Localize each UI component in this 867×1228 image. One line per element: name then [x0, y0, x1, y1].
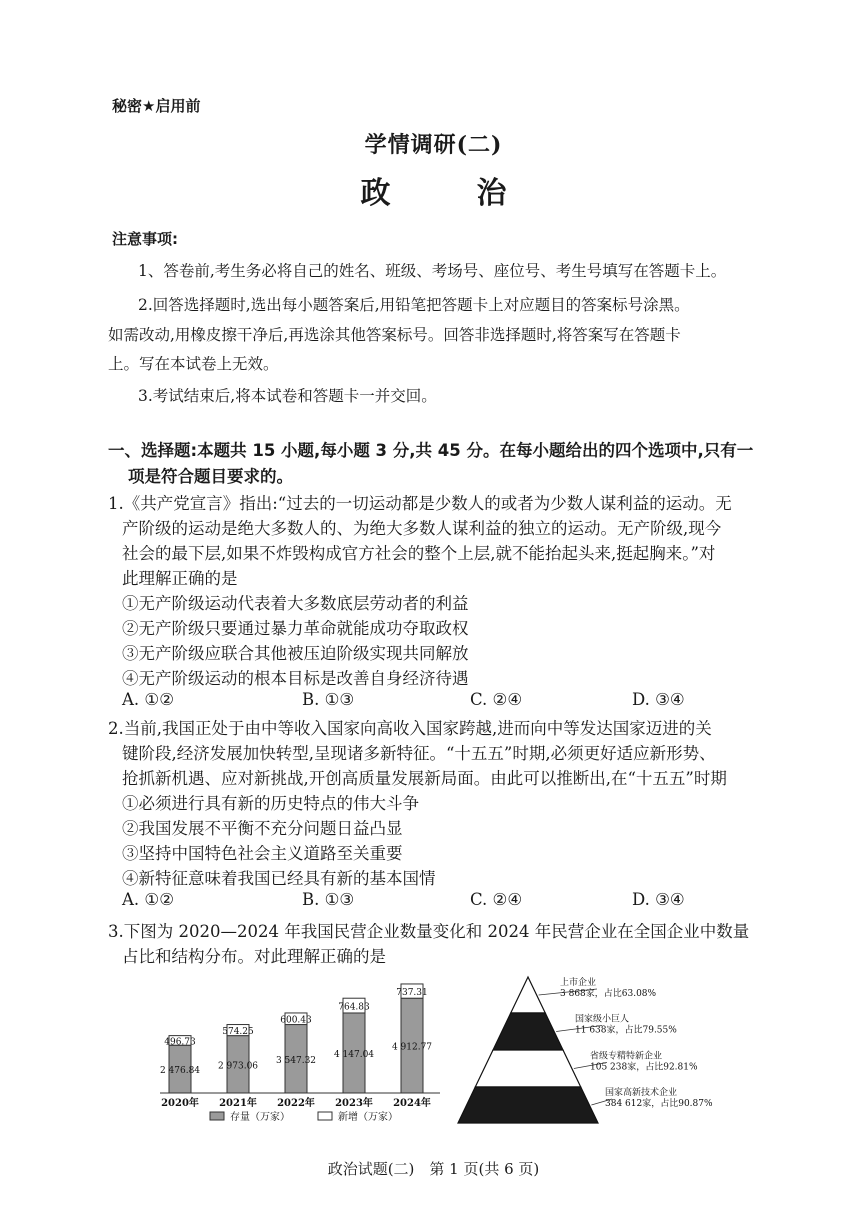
q1-statement-4: ④无产阶级运动的根本目标是改善自身经济待遇 — [122, 669, 469, 688]
q1-statement-3: ③无产阶级应联合其他被压迫阶级实现共同解放 — [122, 644, 469, 663]
notice-item-2: 2.回答选择题时,选出每小题答案后,用铅笔把答题卡上对应题目的答案标号涂黑。 — [138, 296, 690, 314]
notice-item-3: 3.考试结束后,将本试卷和答题卡一并交回。 — [138, 387, 437, 405]
pyramid-level-name: 国家级小巨人 — [575, 1014, 630, 1025]
q2-option-d: D. ③④ — [632, 890, 685, 909]
pyramid-level-name: 国家高新技术企业 — [605, 1088, 678, 1098]
data-label-stock: 4 147.04 — [333, 1049, 375, 1060]
data-label-new: 737.31 — [396, 988, 428, 999]
exam-title: 学情调研(二) — [364, 132, 503, 158]
q2-statement-1: ①必须进行具有新的历史特点的伟大斗争 — [122, 794, 419, 813]
enterprise-pyramid — [450, 975, 750, 1135]
x-tick-label: 2021年 — [219, 1098, 257, 1109]
x-tick-label: 2023年 — [335, 1098, 373, 1109]
q2-option-a: A. ①② — [122, 890, 174, 909]
q1-statement-1: ①无产阶级运动代表着大多数底层劳动者的利益 — [122, 594, 469, 613]
q2-option-c: C. ②④ — [470, 890, 523, 909]
q3-line-1: 3.下图为 2020—2024 年我国民营企业数量变化和 2024 年民营企业在全国企业中数量 — [108, 922, 750, 941]
legend-swatch-new — [318, 1112, 332, 1120]
q2-line-3: 抢抓新机遇、应对新挑战,开创高质量发展新局面。由此可以推断出,在“十五五”时期 — [122, 769, 727, 788]
legend-label-new: 新增（万家） — [338, 1112, 398, 1123]
q1-option-b: B. ①③ — [302, 690, 355, 709]
legend-label-stock: 存量（万家） — [230, 1112, 290, 1123]
data-label-stock: 2 476.84 — [159, 1066, 201, 1077]
q1-statement-2: ②无产阶级只要通过暴力革命就能成功夺取政权 — [122, 619, 469, 638]
data-label-stock: 2 973.06 — [217, 1061, 259, 1072]
q1-line-4: 此理解正确的是 — [122, 569, 238, 588]
pyramid-level-detail: 384 612家，占比90.87% — [605, 1099, 713, 1109]
data-label-new: 574.25 — [222, 1027, 254, 1038]
q1-line-3: 社会的最下层,如果不炸毁构成官方社会的整个上层,就不能抬起头来,挺起胸来。”对 — [122, 544, 716, 563]
section-heading-cont: 项是符合题目要求的。 — [128, 467, 293, 486]
enterprise-count-chart — [150, 975, 450, 1135]
pyramid-level-detail: 105 238家，占比92.81% — [590, 1062, 698, 1073]
notice-item-2-cont: 如需改动,用橡皮擦干净后,再选涂其他答案标号。回答非选择题时,将答案写在答题卡 — [108, 326, 681, 344]
pyramid-level — [458, 1087, 598, 1123]
subject-title: 政 治 — [360, 176, 535, 211]
q3-line-2: 占比和结构分布。对此理解正确的是 — [122, 947, 386, 966]
q1-option-c: C. ②④ — [470, 690, 523, 709]
x-tick-label: 2022年 — [277, 1098, 315, 1109]
q2-option-b: B. ①③ — [302, 890, 355, 909]
q2-statement-2: ②我国发展不平衡不充分问题日益凸显 — [122, 819, 403, 838]
q1-option-d: D. ③④ — [632, 690, 685, 709]
q1-option-a: A. ①② — [122, 690, 174, 709]
notice-item-1: 1、答卷前,考生务必将自己的姓名、班级、考场号、座位号、考生号填写在答题卡上。 — [138, 262, 727, 280]
pyramid-level-name: 省级专精特新企业 — [590, 1051, 663, 1062]
data-label-new: 600.43 — [280, 1015, 312, 1026]
pyramid-level-name: 上市企业 — [560, 978, 597, 988]
x-tick-label: 2024年 — [393, 1098, 431, 1109]
pyramid-level — [493, 1013, 563, 1050]
q1-line-2: 产阶级的运动是绝大多数人的、为绝大多数人谋利益的独立的运动。无产阶级,现今 — [122, 519, 722, 538]
pyramid-level — [475, 1050, 580, 1087]
page-footer: 政治试题(二) 第 1 页(共 6 页) — [327, 1160, 540, 1178]
q2-statement-4: ④新特征意味着我国已经具有新的基本国情 — [122, 869, 436, 888]
legend-swatch-stock — [210, 1112, 224, 1120]
q2-line-1: 2.当前,我国正处于由中等收入国家向高收入国家跨越,进而向中等发达国家迈进的关 — [108, 719, 712, 738]
data-label-stock: 3 547.32 — [275, 1055, 317, 1066]
confidential-label: 秘密★启用前 — [112, 97, 201, 115]
data-label-new: 496.73 — [164, 1037, 196, 1048]
data-label-stock: 4 912.77 — [391, 1042, 433, 1053]
x-tick-label: 2020年 — [161, 1098, 199, 1109]
q1-line-1: 1.《共产党宣言》指出:“过去的一切运动都是少数人的或者为少数人谋利益的运动。无 — [108, 494, 732, 513]
pyramid-level-detail: 3 868家，占比63.08% — [560, 989, 657, 999]
q2-statement-3: ③坚持中国特色社会主义道路至关重要 — [122, 844, 403, 863]
notice-item-2-cont2: 上。写在本试卷上无效。 — [108, 355, 279, 373]
data-label-new: 764.83 — [338, 1002, 370, 1013]
section-heading: 一、选择题:本题共 15 小题,每小题 3 分,共 45 分。在每小题给出的四个选项中,只有一 — [108, 441, 754, 460]
notice-heading: 注意事项: — [112, 230, 178, 248]
q2-line-2: 键阶段,经济发展加快转型,呈现诸多新特征。“十五五”时期,必须更好适应新形势、 — [122, 744, 716, 763]
pyramid-level-detail: 11 638家，占比79.55% — [575, 1025, 677, 1036]
